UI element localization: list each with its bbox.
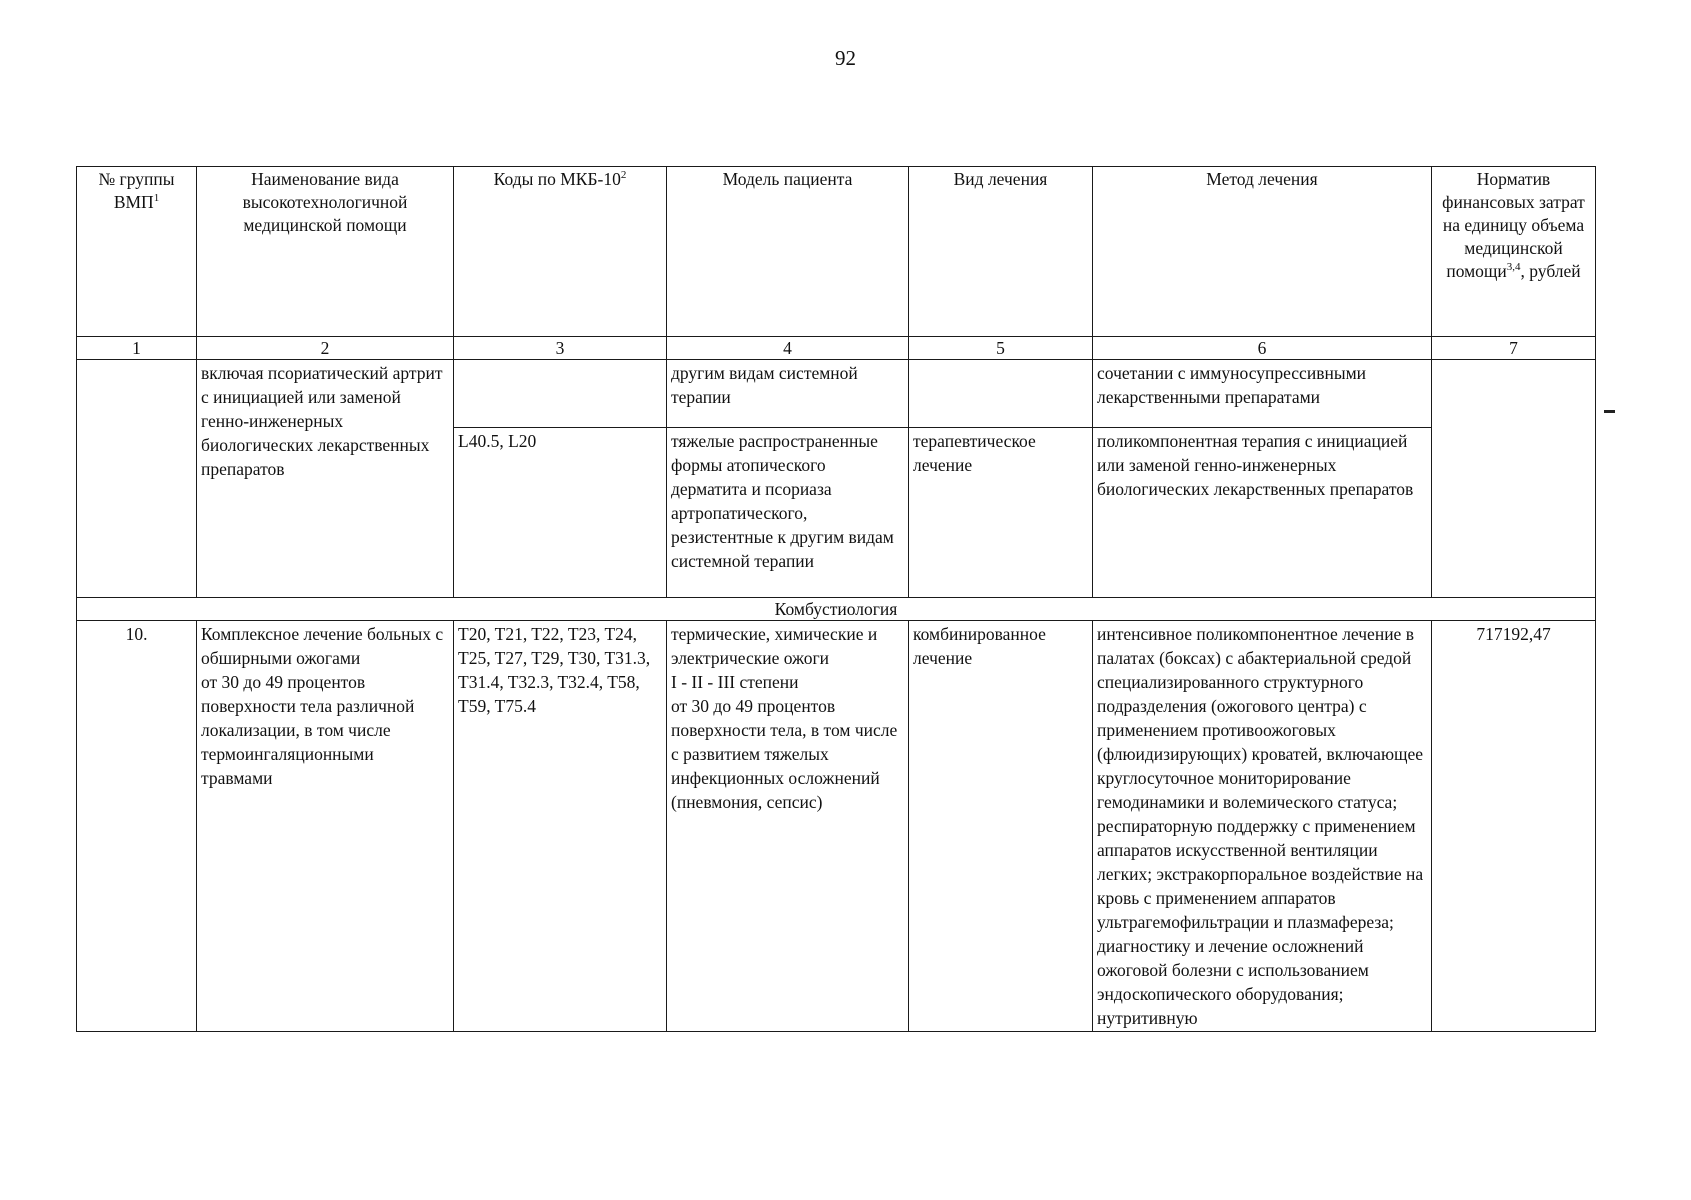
treatment-type-cell [909, 360, 1093, 428]
header-row [77, 167, 1596, 337]
cost-cell [1432, 360, 1596, 598]
treatment-type-cell: комбинированное лечение [909, 621, 1093, 1032]
vmp-table [76, 166, 1596, 1032]
page-number: 92 [835, 46, 856, 70]
margin-dash-mark [1604, 410, 1615, 413]
icd-codes-cell: L40.5, L20 [454, 428, 667, 598]
column-number: 2 [197, 337, 454, 360]
column-number: 5 [909, 337, 1093, 360]
header-icd-codes: Коды по МКБ-$10^2$ [454, 167, 667, 337]
icd-codes-cell [454, 360, 667, 428]
group-number-cell: 10. [77, 621, 197, 1032]
icd-codes-cell: T20, T21, T22, T23, T24, T25, T27, T29, T30, T31.3, T31.4, T32.3, T32.4, T58, T59, T75.4 [454, 621, 667, 1032]
column-number: 4 [667, 337, 909, 360]
table-row [77, 360, 1596, 428]
patient-model-cell: термические, химические и электрические ожоги I - II - III степени от 30 до 49 процентов поверхности тела, в том числе с развитием тяжелых инфекционных осложнений (пневмония, сепсис) [667, 621, 909, 1032]
header-patient-model: Модель пациента [667, 167, 909, 337]
header-cost-norm: Норматив финансовых затрат на единицу объема медицинской помощи$^{3,4}$, рублей [1432, 167, 1596, 337]
header-treatment-type: Вид лечения [909, 167, 1093, 337]
treatment-method-cell: поликомпонентная терапия с инициацией или заменой генно-инженерных биологических лекарственных препаратов [1093, 428, 1432, 598]
section-row [77, 598, 1596, 621]
care-name-cell: включая псориатический артрит с инициацией или заменой генно-инженерных биологических лекарственных препаратов [197, 360, 454, 598]
header-group-number: № группы ВМП$^1$ [77, 167, 197, 337]
treatment-method-cell: интенсивное поликомпонентное лечение в палатах (боксах) с абактериальной средой специализированного структурного подразделения (ожогового центра) с применением противоожоговых (флюидизирующих) кроватей, включающее круглосуточное мониторирование гемодинамики и волемического статуса; респираторную поддержку с применением аппаратов искусственной вентиляции легких; экстракорпоральное воздействие на кровь с применением аппаратов ультрагемофильтрации и плазмафереза; диагностику и лечение осложнений ожоговой болезни с использованием эндоскопического оборудования; нутритивную [1093, 621, 1432, 1032]
treatment-method-cell: сочетании с иммуносупрессивными лекарственными препаратами [1093, 360, 1432, 428]
group-number-cell [77, 360, 197, 598]
header-treatment-method: Метод лечения [1093, 167, 1432, 337]
cost-cell: 717192,47 [1432, 621, 1596, 1032]
column-number: 3 [454, 337, 667, 360]
patient-model-cell: тяжелые распространенные формы атопического дерматита и псориаза артропатического, резистентные к другим видам системной терапии [667, 428, 909, 598]
column-number-row [77, 337, 1596, 360]
care-name-cell: Комплексное лечение больных с обширными ожогами от 30 до 49 процентов поверхности тела различной локализации, в том числе термоингаляционными травмами [197, 621, 454, 1032]
section-title: Комбустиология [77, 598, 1596, 621]
table-row [77, 621, 1596, 1032]
column-number: 1 [77, 337, 197, 360]
header-care-name: Наименование вида высокотехнологичной медицинской помощи [197, 167, 454, 337]
treatment-type-cell: терапевтическое лечение [909, 428, 1093, 598]
column-number: 6 [1093, 337, 1432, 360]
column-number: 7 [1432, 337, 1596, 360]
patient-model-cell: другим видам системной терапии [667, 360, 909, 428]
